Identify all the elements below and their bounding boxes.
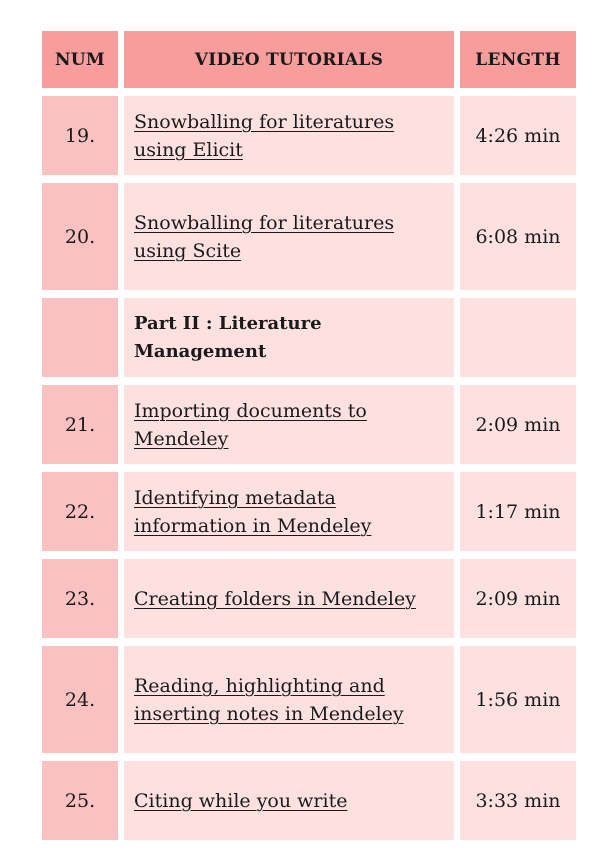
section-length-empty — [460, 298, 576, 377]
row-number: 21. — [42, 385, 118, 464]
row-number: 23. — [42, 559, 118, 638]
tutorial-link[interactable]: Snowballing for literatures using Elicit — [134, 110, 395, 161]
row-title — [124, 472, 454, 551]
tutorial-link[interactable]: Reading, highlighting and inserting notes in Mendeley — [134, 674, 404, 725]
tutorial-link[interactable]: Citing while you write — [134, 789, 348, 812]
row-title — [124, 761, 454, 840]
video-tutorials-table — [42, 31, 576, 848]
row-title — [124, 183, 454, 290]
row-title — [124, 559, 454, 638]
row-number: 19. — [42, 96, 118, 175]
header-video-tutorials: VIDEO TUTORIALS — [124, 31, 454, 88]
row-number: 22. — [42, 472, 118, 551]
row-length: 1:17 min — [460, 472, 576, 551]
row-number: 25. — [42, 761, 118, 840]
section-number-empty — [42, 298, 118, 377]
row-length: 6:08 min — [460, 183, 576, 290]
header-length: LENGTH — [460, 31, 576, 88]
row-title — [124, 646, 454, 753]
tutorial-link[interactable]: Importing documents to Mendeley — [134, 399, 367, 450]
row-length: 4:26 min — [460, 96, 576, 175]
row-title — [124, 96, 454, 175]
row-title — [124, 385, 454, 464]
tutorial-link[interactable]: Creating folders in Mendeley — [134, 587, 416, 610]
section-title — [124, 298, 454, 377]
tutorial-link[interactable]: Identifying metadata information in Mendeley — [134, 486, 372, 537]
tutorial-link[interactable]: Snowballing for literatures using Scite — [134, 211, 395, 262]
row-number: 24. — [42, 646, 118, 753]
row-length: 3:33 min — [460, 761, 576, 840]
row-length: 2:09 min — [460, 559, 576, 638]
section-label: Part II : Literature Management — [134, 312, 322, 362]
header-num: NUM — [42, 31, 118, 88]
row-length: 1:56 min — [460, 646, 576, 753]
row-length: 2:09 min — [460, 385, 576, 464]
row-number: 20. — [42, 183, 118, 290]
